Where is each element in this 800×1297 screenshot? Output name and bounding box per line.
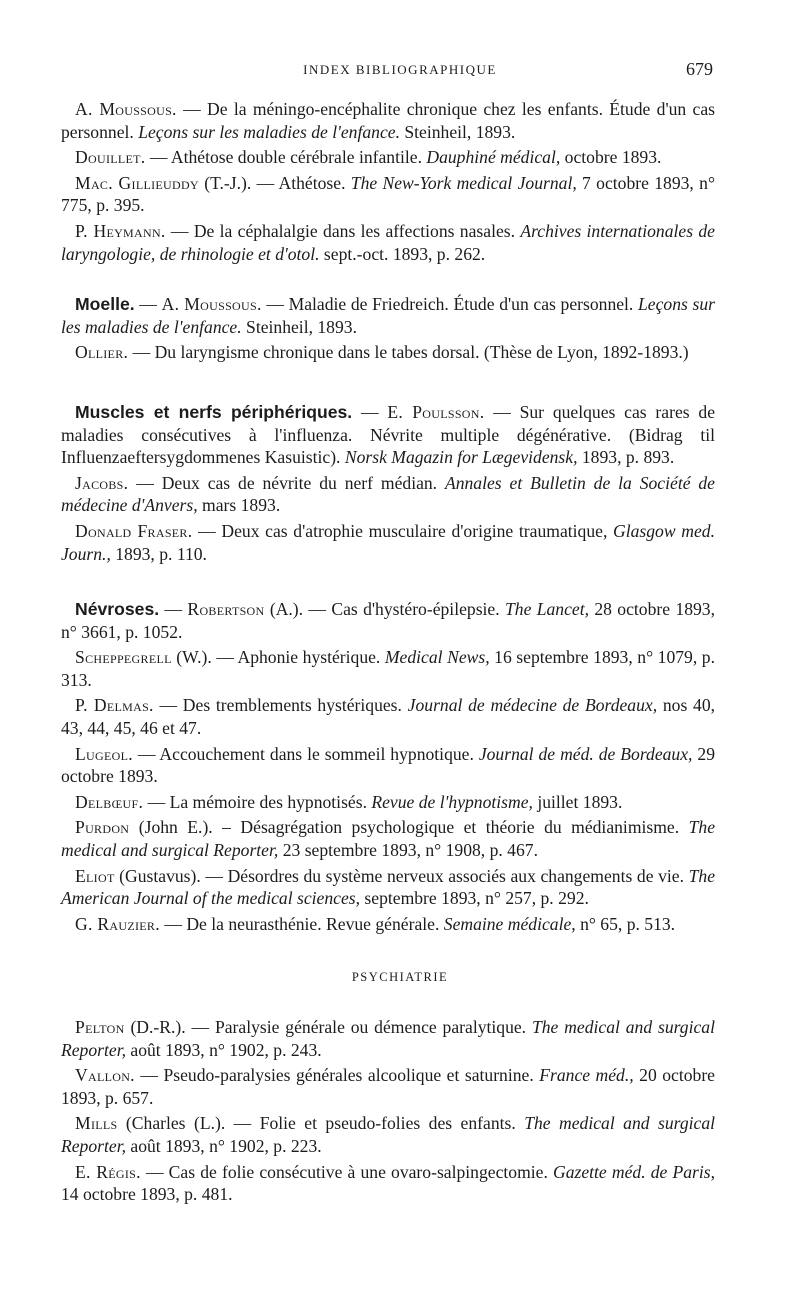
bib-entry: Scheppegrell (W.). — Aphonie hystérique. Medical News, 16 septembre 1893, n° 1079, p. 313.: [61, 647, 715, 690]
bib-entry: P. Delmas. — Des tremblements hystériques. Journal de médecine de Bordeaux, nos 40, 43, 44, 45, 46 et 47.: [61, 695, 716, 738]
section-moelle: [61, 293, 715, 367]
section-heading-psychiatrie: PSYCHIATRIE: [351, 970, 449, 984]
bib-entry: Névroses. — Robertson (A.). — Cas d'hystéro-épilepsie. The Lancet, 28 octobre 1893, n° 3661, p. 1052.: [61, 599, 715, 642]
bib-entry: Moelle. — A. Moussous. — Maladie de Friedreich. Étude d'un cas personnel. Leçons sur les maladies de l'enfance. Steinheil, 1893.: [61, 294, 715, 337]
bib-entry: Muscles et nerfs périphériques. — E. Poulsson. — Sur quelques cas rares de maladies consécutives à l'influenza. Névrite multiple dégénérative. (Bidrag til Influenzaeftersygdommenes Kasuistic). Norsk Magazin for Lægevidensk, 1893, p. 893.: [61, 402, 715, 468]
section-title: Muscles et nerfs périphériques.: [75, 402, 353, 422]
bib-entry: Jacobs. — Deux cas de névrite du nerf médian. Annales et Bulletin de la Société de médecine d'Anvers, mars 1893.: [61, 472, 715, 516]
section-muscles: [61, 401, 715, 568]
bib-entry: Donald Fraser. — Deux cas d'atrophie musculaire d'origine traumatique, Glasgow med. Journ., 1893, p. 110.: [61, 520, 715, 564]
bib-entry: Purdon (John E.). – Désagrégation psychologique et théorie du médianimisme. The medical and surgical Reporter, 23 septembre 1893, n° 1908, p. 467.: [61, 817, 715, 860]
bib-entry: G. Rauzier. — De la neurasthénie. Revue générale. Semaine médicale, n° 65, p. 513.: [75, 913, 676, 934]
section-psychiatrie: [61, 1016, 715, 1209]
continued-entries: [61, 98, 715, 268]
bib-entry: Eliot (Gustavus). — Désordres du système nerveux associés aux changements de vie. The American Journal of the medical sciences, septembre 1893, n° 257, p. 292.: [61, 865, 715, 909]
bib-entry: P. Heymann. — De la céphalalgie dans les affections nasales. Archives internationales de laryngologie, de rhinologie et d'otol. sept.-oct. 1893, p. 262.: [61, 220, 715, 264]
bib-entry: E. Régis. — Cas de folie consécutive à une ovaro-salpingectomie. Gazette méd. de Paris, 14 octobre 1893, p. 481.: [61, 1161, 716, 1205]
running-title: INDEX BIBLIOGRAPHIQUE: [303, 62, 497, 77]
bib-entry: A. Moussous. — De la méningo-encéphalite chronique chez les enfants. Étude d'un cas personnel. Leçons sur les maladies de l'enfance. Steinheil, 1893.: [61, 99, 715, 142]
bib-entry: Mac. Gillieuddy (T.-J.). — Athétose. The New-York medical Journal, 7 octobre 1893, n° 775, p. 395.: [61, 172, 715, 216]
section-nevroses: [61, 598, 715, 938]
page-number: 679: [686, 59, 713, 79]
section-title: Névroses.: [75, 599, 160, 619]
bib-entry: Delbœuf. — La mémoire des hypnotisés. Revue de l'hypnotisme, juillet 1893.: [75, 791, 623, 812]
section-title: Moelle.: [75, 294, 135, 314]
bib-entry: Vallon. — Pseudo-paralysies générales alcoolique et saturnine. France méd., 20 octobre 1893, p. 657.: [61, 1065, 715, 1108]
bib-entry: Douillet. — Athétose double cérébrale infantile. Dauphiné médical, octobre 1893.: [75, 147, 662, 168]
bib-entry: Pelton (D.-R.). — Paralysie générale ou démence paralytique. The medical and surgical Reporter, août 1893, n° 1902, p. 243.: [61, 1017, 715, 1060]
bib-entry: Ollier. — Du laryngisme chronique dans le tabes dorsal. (Thèse de Lyon, 1892-1893.): [75, 342, 689, 363]
bib-entry: Mills (Charles (L.). — Folie et pseudo-folies des enfants. The medical and surgical Reporter, août 1893, n° 1902, p. 223.: [61, 1113, 716, 1156]
running-head: [0, 59, 800, 82]
bib-entry: Lugeol. — Accouchement dans le sommeil hypnotique. Journal de méd. de Bordeaux, 29 octobre 1893.: [61, 743, 715, 787]
